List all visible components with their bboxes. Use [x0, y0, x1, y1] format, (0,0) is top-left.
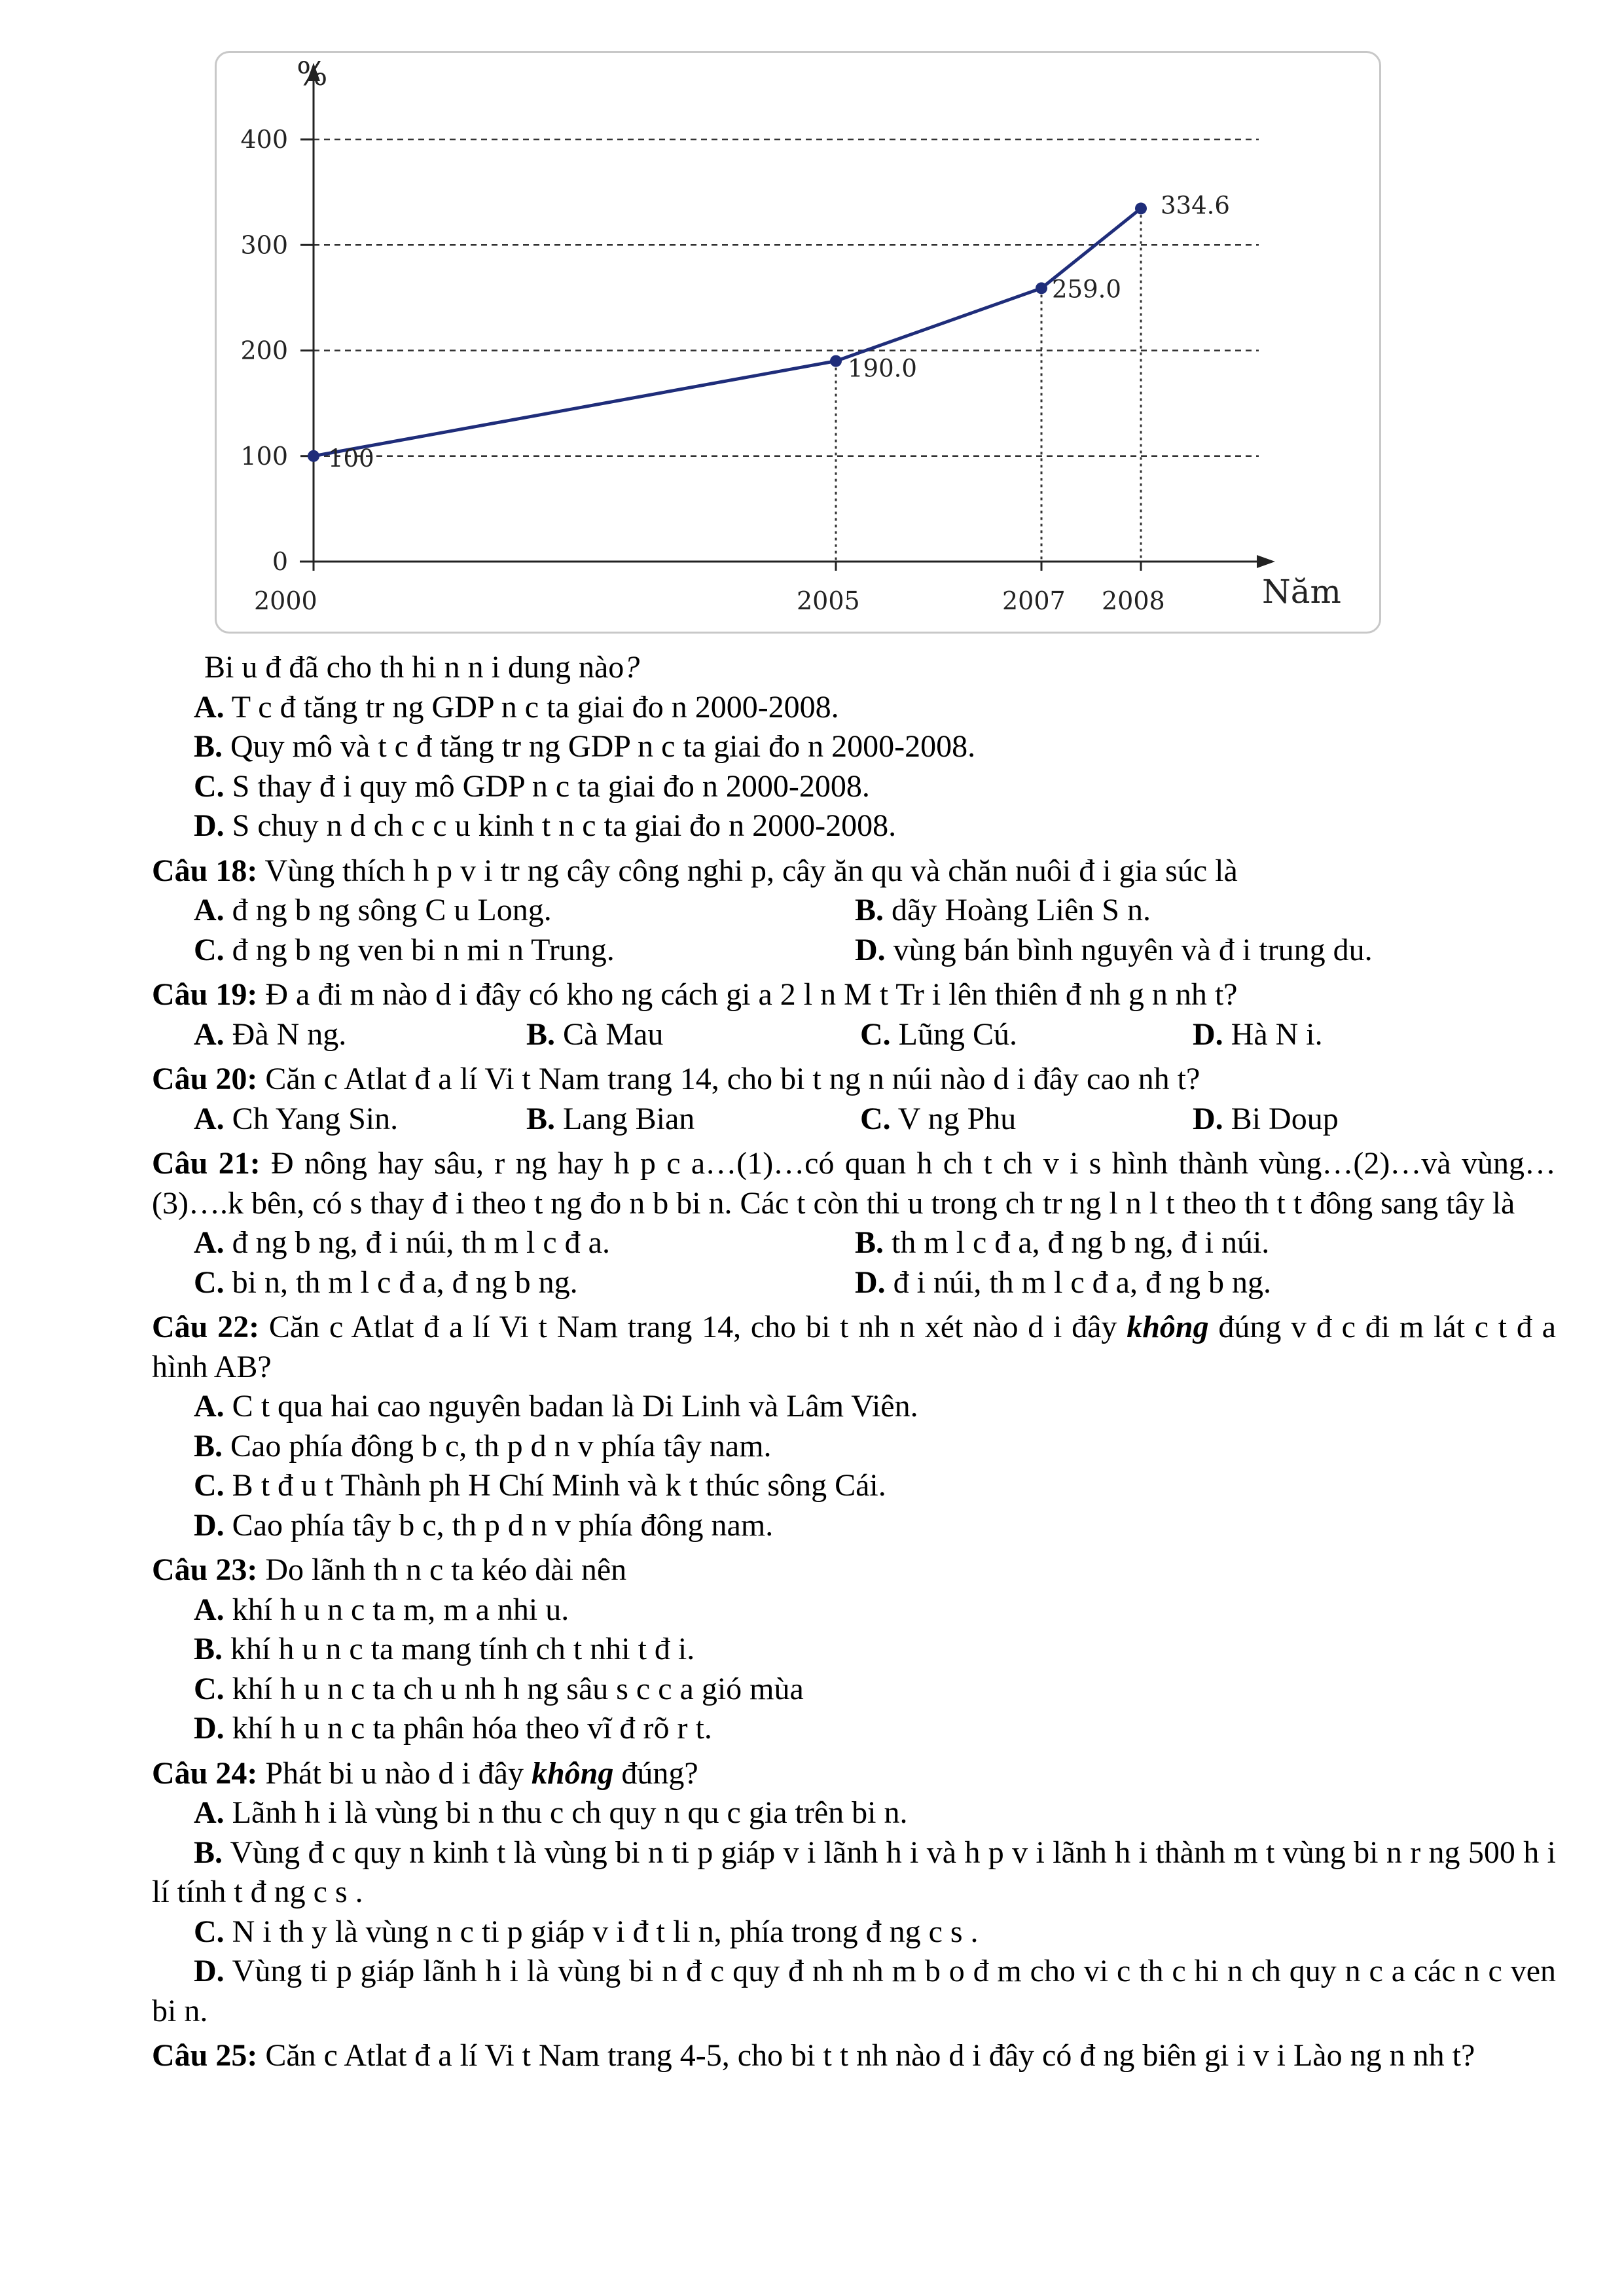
q17-option-c: C. S thay đ i quy mô GDP n c ta giai đo n 2000-2008.: [194, 768, 870, 804]
q20-option-b: B. Lang Bian: [526, 1101, 695, 1136]
q24-option-b: B. Vùng đ c quy n kinh t là vùng bi n ti p giáp v i lãnh h i và h p v i lãnh h i thành m t vùng bi n r ng 500 h i lí tính t đ ng c s .: [152, 1835, 1556, 1909]
q17-option-b: B. Quy mô và t c đ tăng tr ng GDP n c ta giai đo n 2000-2008.: [194, 729, 976, 764]
q23-option-b: B. khí h u n c ta mang tính ch t nhi t đ i.: [194, 1632, 695, 1666]
q18-option-d: D. vùng bán bình nguyên và đ i trung du.: [855, 932, 1373, 967]
chart-series: [308, 191, 1230, 472]
q17-option-d: D. S chuy n d ch c c u kinh t n c ta giai đo n 2000-2008.: [194, 808, 897, 843]
data-point-2000: [308, 450, 319, 462]
question-list: [152, 648, 1556, 2076]
q24-option-c: C. N i th y là vùng n c ti p giáp v i đ t li n, phía trong đ ng c s .: [194, 1914, 979, 1949]
q25-stem: Câu 25: Căn c Atlat đ a lí Vi t Nam trang 4-5, cho bi t t nh nào d i đây có đ ng biên gi i v i Lào ng n nh t?: [152, 2038, 1475, 2073]
q18-option-c: C. đ ng b ng ven bi n mi n Trung.: [194, 932, 615, 967]
q18-stem: Câu 18: Vùng thích h p v i tr ng cây công nghi p, cây ăn qu và chăn nuôi đ i gia súc là: [152, 853, 1238, 888]
q19-option-d: D. Hà N i.: [1193, 1016, 1323, 1052]
q18-options-row-2: [152, 931, 1556, 971]
q23-option-a: A. khí h u n c ta m, m a nhi u.: [194, 1592, 569, 1627]
q24-stem: Câu 24: Phát bi u nào d i đây không đúng?: [152, 1755, 698, 1791]
q21-option-a: A. đ ng b ng, đ i núi, th m l c đ a.: [194, 1225, 610, 1260]
q20-options: [152, 1100, 1556, 1139]
x-axis-label: Năm: [1262, 573, 1341, 611]
q22-option-b: B. Cao phía đông b c, th p d n v phía tây nam.: [194, 1428, 772, 1463]
q21-options-row-2: [152, 1263, 1556, 1303]
q19-option-a: A. Đà N ng.: [194, 1016, 347, 1052]
q18-option-a: A. đ ng b ng sông C u Long.: [194, 893, 552, 927]
q18-options-row-1: [152, 891, 1556, 931]
y-unit-label: %: [297, 55, 328, 93]
data-label-2008: 334.6: [1161, 191, 1230, 220]
chart-ticks: [240, 125, 1164, 615]
q21-stem: Câu 21: Đ nông hay sâu, r ng hay h p c a…(1)…có quan h ch t ch v i s hình thành vùng…(2)…và vùng…(3)….k bên, có s thay đ i theo t ng đo n b bi n. Các t còn thi u trong ch tr ng l n l t theo th t t đông sang tây là: [152, 1146, 1557, 1221]
chart-axes: [297, 55, 1341, 611]
q20-option-a: A. Ch Yang Sin.: [194, 1101, 399, 1136]
y-tick-label-400: 400: [240, 125, 288, 154]
q20-stem: Câu 20: Căn c Atlat đ a lí Vi t Nam trang 14, cho bi t ng n núi nào d i đây cao nh t?: [152, 1062, 1200, 1096]
q21-option-c: C. bi n, th m l c đ a, đ ng b ng.: [194, 1265, 578, 1300]
q21-option-d: D. đ i núi, th m l c đ a, đ ng b ng.: [855, 1265, 1271, 1300]
q19-options: [152, 1015, 1556, 1055]
x-tick-label-2005: 2005: [797, 586, 860, 615]
x-tick-label-2008: 2008: [1102, 586, 1165, 615]
x-tick-label-2007: 2007: [1002, 586, 1066, 615]
data-label-2007: 259.0: [1052, 275, 1121, 304]
q24-option-d: D. Vùng ti p giáp lãnh h i là vùng bi n đ c quy đ nh nh m b o đ m cho vi c th c hi n ch quy n c a các n c ven bi n.: [152, 1954, 1556, 2028]
y-tick-label-0: 0: [272, 547, 288, 576]
data-label-2005: 190.0: [848, 354, 917, 383]
q23-option-d: D. khí h u n c ta phân hóa theo vĩ đ rõ r t.: [194, 1711, 712, 1746]
y-tick-label-300: 300: [240, 230, 288, 260]
q23-stem: Câu 23: Do lãnh th n c ta kéo dài nên: [152, 1552, 627, 1587]
q17-stem: Bi u đ đã cho th hi n n i dung nào?: [204, 650, 640, 685]
data-point-2005: [830, 355, 842, 367]
q19-option-c: C. Lũng Cú.: [860, 1016, 1018, 1052]
q22-option-a: A. C t qua hai cao nguyên badan là Di Linh và Lâm Viên.: [194, 1389, 918, 1424]
data-point-2007: [1036, 282, 1047, 294]
y-tick-label-100: 100: [240, 441, 288, 471]
q20-option-d: D. Bi Doup: [1193, 1101, 1339, 1136]
q17-option-a: A. T c đ tăng tr ng GDP n c ta giai đo n 2000-2008.: [194, 689, 839, 725]
x-tick-label-2000: 2000: [254, 586, 317, 615]
q24-option-a: A. Lãnh h i là vùng bi n thu c ch quy n qu c gia trên bi n.: [194, 1795, 908, 1830]
chart-grid: [314, 139, 1259, 562]
y-tick-label-200: 200: [240, 336, 288, 365]
q22-option-c: C. B t đ u t Thành ph H Chí Minh và k t thúc sông Cái.: [194, 1468, 886, 1503]
q21-options-row-1: [152, 1223, 1556, 1263]
q23-option-c: C. khí h u n c ta ch u nh h ng sâu s c c a gió mùa: [194, 1671, 804, 1706]
q19-option-b: B. Cà Mau: [526, 1016, 664, 1052]
x-axis-arrow: [1257, 555, 1275, 568]
data-label-2000: 100: [328, 444, 374, 473]
q22-stem: Câu 22: Căn c Atlat đ a lí Vi t Nam trang 14, cho bi t nh n xét nào d i đây không đúng v đ c đi m lát c t đ a hình AB?: [152, 1310, 1556, 1384]
q21-option-b: B. th m l c đ a, đ ng b ng, đ i núi.: [855, 1225, 1270, 1260]
gdp-growth-line-chart: [215, 51, 1381, 634]
q19-stem: Câu 19: Đ a đi m nào d i đây có kho ng cách gi a 2 l n M t Tr i lên thiên đ nh g n nh t?: [152, 977, 1238, 1012]
q20-option-c: C. V ng Phu: [860, 1101, 1017, 1136]
q22-option-d: D. Cao phía tây b c, th p d n v phía đông nam.: [194, 1507, 774, 1543]
data-point-2008: [1135, 202, 1147, 214]
q18-option-b: B. dãy Hoàng Liên S n.: [855, 893, 1151, 927]
